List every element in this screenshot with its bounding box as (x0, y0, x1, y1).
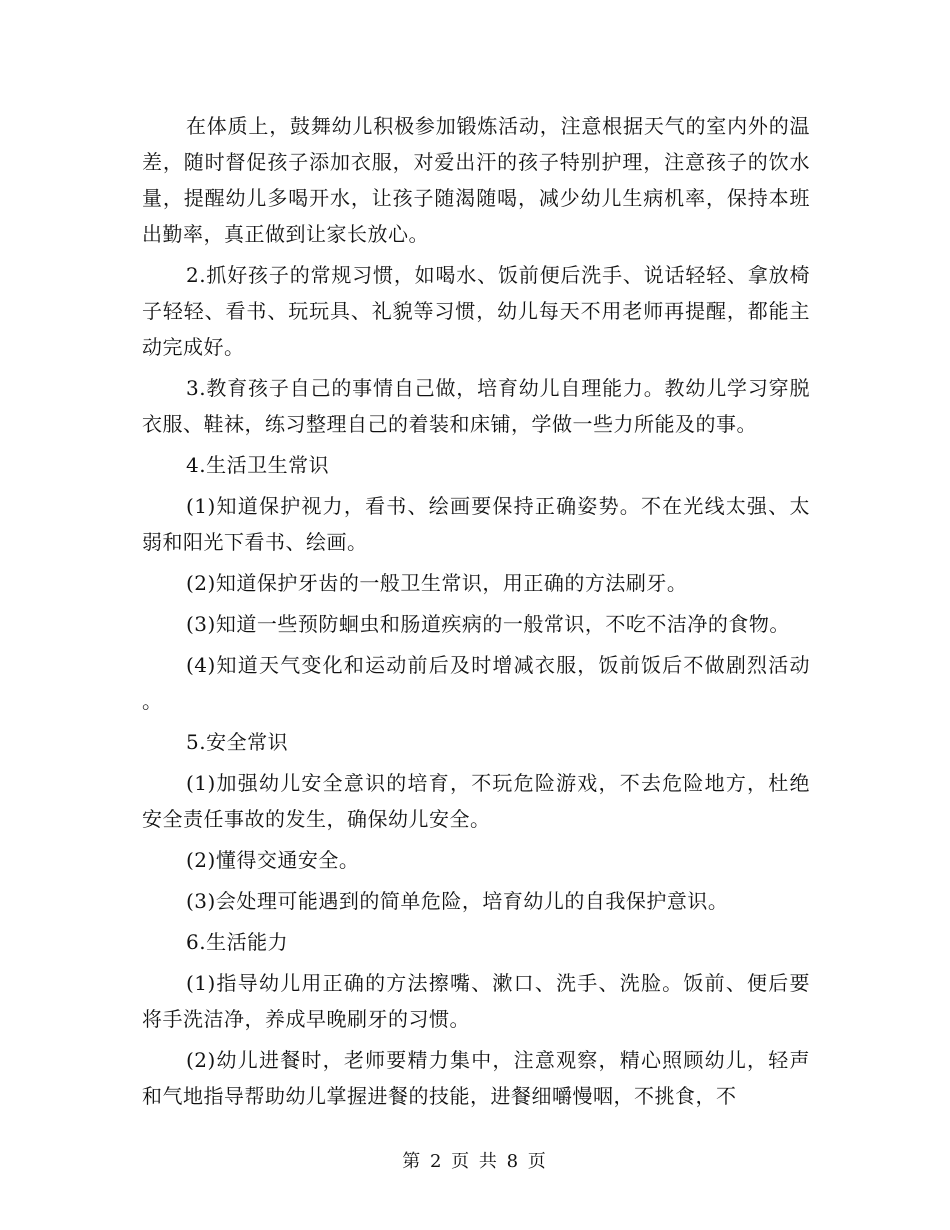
list-item-disease-prevention: (3)知道一些预防蛔虫和肠道疾病的一般常识，不吃不洁净的食物。 (186, 612, 790, 636)
list-item-meals: (2)幼儿进餐时，老师要精力集中，注意观察，精心照顾幼儿，轻声和气地指导帮助幼儿掌握进餐的技能，进餐细嚼慢咽，不挑食，不 (142, 1048, 810, 1108)
section-heading-safety: 5.安全常识 (186, 730, 289, 754)
paragraph-physical-health: 在体质上，鼓舞幼儿积极参加锻炼活动，注意根据天气的室内外的温差，随时督促孩子添加衣服，对爱出汗的孩子特别护理，注意孩子的饮水量，提醒幼儿多喝开水，让孩子随渴随喝，减少幼儿生病机率，保持本班出勤率，真正做到让家长放心。 (142, 114, 810, 246)
list-item-traffic-safety: (2)懂得交通安全。 (186, 848, 360, 872)
list-item-eyesight: (1)知道保护视力，看书、绘画要保持正确姿势。不在光线太强、太弱和阳光下看书、绘画。 (142, 494, 810, 554)
list-item-washing: (1)指导幼儿用正确的方法擦嘴、漱口、洗手、洗脸。饭前、便后要将手洗洁净，养成早晚刷牙的习惯。 (142, 971, 810, 1031)
document-body (142, 108, 810, 1119)
section-heading-hygiene: 4.生活卫生常识 (186, 453, 330, 477)
section-heading-life-skills: 6.生活能力 (186, 930, 289, 954)
paragraph-self-care: 3.教育孩子自己的事情自己做，培育幼儿自理能力。教幼儿学习穿脱衣服、鞋袜，练习整理自己的着装和床铺，学做一些力所能及的事。 (142, 376, 810, 436)
page-number-footer: 第 2 页 共 8 页 (402, 1151, 548, 1172)
list-item-self-protection: (3)会处理可能遇到的简单危险，培育幼儿的自我保护意识。 (186, 889, 729, 913)
paragraph-routine-habits: 2.抓好孩子的常规习惯，如喝水、饭前便后洗手、说话轻轻、拿放椅子轻轻、看书、玩玩具、礼貌等习惯，幼儿每天不用老师再提醒，都能主动完成好。 (142, 263, 810, 359)
list-item-safety-awareness: (1)加强幼儿安全意识的培育，不玩危险游戏，不去危险地方，杜绝安全责任事故的发生，确保幼儿安全。 (142, 771, 810, 831)
list-item-clothing: (4)知道天气变化和运动前后及时增减衣服，饭前饭后不做剧烈活动。 (142, 653, 810, 713)
list-item-teeth: (2)知道保护牙齿的一般卫生常识，用正确的方法刷牙。 (186, 571, 688, 595)
